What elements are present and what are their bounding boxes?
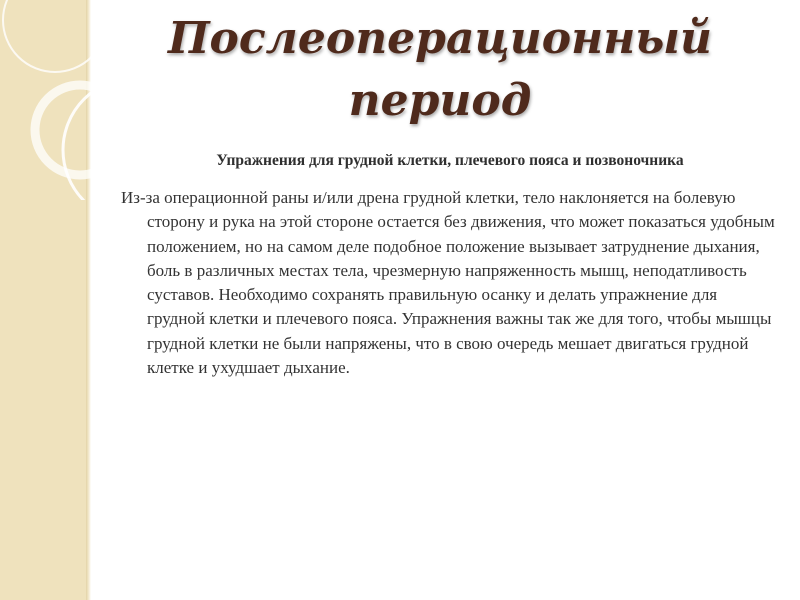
slide-body-text: Из-за операционной раны и/или дрена грудной клетки, тело наклоняется на болевую сторону и рука на этой стороне остается без движения, что может показаться удобным положением, но на самом деле подобное положение вызывает затруднение дыхания, боль в различных местах тела, чрезмерную напряженность мышц, неподатливость суставов. Необходимо сохранять правильную осанку и делать упражнение для грудной клетки и плечевого пояса. Упражнения важны так же для того, чтобы мышцы грудной клетки не были напряжены, что в свою очередь мешает двигаться грудной клетке и ухудшает дыхание. [121,188,775,378]
top-ring [3,0,107,72]
title-line-2: период [348,75,532,126]
slide-subtitle: Упражнения для грудной клетки, плечевого пояса и позвоночника [216,152,684,169]
slide-title [110,8,770,132]
title-line-1: Послеоперационный [167,13,713,64]
